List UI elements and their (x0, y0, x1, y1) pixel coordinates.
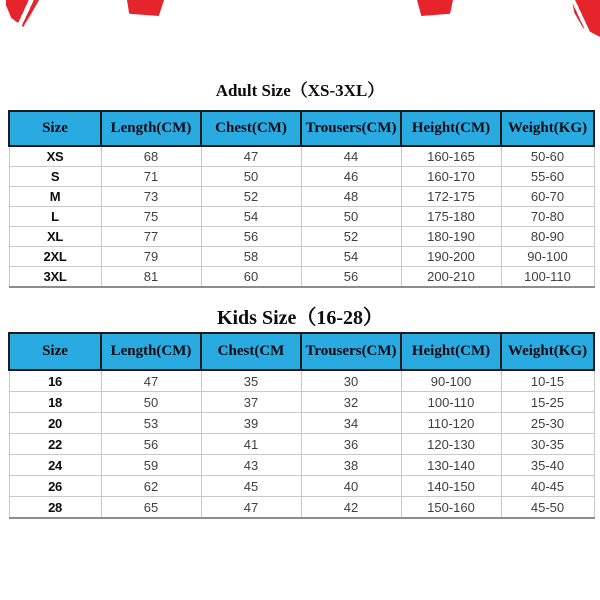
weight-cell: 70-80 (501, 207, 594, 227)
size-cell: XS (9, 146, 101, 167)
trousers-cell: 42 (301, 497, 401, 519)
trousers-cell: 32 (301, 392, 401, 413)
kids-size-title: Kids Size（16-28） (216, 307, 384, 329)
chest-cell: 43 (201, 455, 301, 476)
col-header-size: Size (9, 111, 101, 146)
chest-cell: 58 (201, 247, 301, 267)
trousers-cell: 52 (301, 227, 401, 247)
chest-cell: 35 (201, 370, 301, 392)
length-cell: 81 (101, 267, 201, 288)
table-row (9, 370, 594, 392)
jersey-fragment-image (572, 0, 600, 37)
table-row (9, 207, 594, 227)
size-cell: 22 (9, 434, 101, 455)
chest-cell: 50 (201, 167, 301, 187)
table-row (9, 247, 594, 267)
length-cell: 62 (101, 476, 201, 497)
chest-cell: 54 (201, 207, 301, 227)
size-cell: XL (9, 227, 101, 247)
col-header-chest: Chest(CM (201, 333, 301, 370)
length-cell: 73 (101, 187, 201, 207)
table-row (9, 413, 594, 434)
jersey-fragment-image (417, 0, 453, 16)
kids-size-table (8, 332, 595, 519)
table-row (9, 434, 594, 455)
adult-size-table (8, 110, 595, 288)
weight-cell: 100-110 (501, 267, 594, 288)
height-cell: 200-210 (401, 267, 501, 288)
weight-cell: 40-45 (501, 476, 594, 497)
size-cell: 2XL (9, 247, 101, 267)
height-cell: 172-175 (401, 187, 501, 207)
size-cell: 18 (9, 392, 101, 413)
size-cell: 26 (9, 476, 101, 497)
chest-cell: 45 (201, 476, 301, 497)
trousers-cell: 50 (301, 207, 401, 227)
length-cell: 65 (101, 497, 201, 519)
size-cell: 24 (9, 455, 101, 476)
jersey-fragment-image (6, 0, 39, 27)
weight-cell: 45-50 (501, 497, 594, 519)
height-cell: 150-160 (401, 497, 501, 519)
chest-cell: 39 (201, 413, 301, 434)
height-cell: 110-120 (401, 413, 501, 434)
col-header-size: Size (9, 333, 101, 370)
chest-cell: 41 (201, 434, 301, 455)
col-header-weight: Weight(KG) (501, 333, 594, 370)
table-row (9, 497, 594, 519)
length-cell: 71 (101, 167, 201, 187)
trousers-cell: 34 (301, 413, 401, 434)
length-cell: 79 (101, 247, 201, 267)
table-row (9, 455, 594, 476)
weight-cell: 15-25 (501, 392, 594, 413)
height-cell: 160-170 (401, 167, 501, 187)
trousers-cell: 30 (301, 370, 401, 392)
chest-cell: 52 (201, 187, 301, 207)
col-header-chest: Chest(CM) (201, 111, 301, 146)
height-cell: 130-140 (401, 455, 501, 476)
col-header-trousers: Trousers(CM) (301, 333, 401, 370)
chest-cell: 47 (201, 497, 301, 519)
length-cell: 75 (101, 207, 201, 227)
table-row (9, 146, 594, 167)
table-row (9, 227, 594, 247)
length-cell: 53 (101, 413, 201, 434)
weight-cell: 90-100 (501, 247, 594, 267)
col-header-height: Height(CM) (401, 111, 501, 146)
adult-header-row (9, 111, 594, 146)
trousers-cell: 44 (301, 146, 401, 167)
length-cell: 59 (101, 455, 201, 476)
trousers-cell: 48 (301, 187, 401, 207)
height-cell: 180-190 (401, 227, 501, 247)
length-cell: 47 (101, 370, 201, 392)
size-cell: 3XL (9, 267, 101, 288)
chest-cell: 37 (201, 392, 301, 413)
col-header-length: Length(CM) (101, 111, 201, 146)
size-cell: L (9, 207, 101, 227)
size-cell: M (9, 187, 101, 207)
chest-cell: 47 (201, 146, 301, 167)
trousers-cell: 36 (301, 434, 401, 455)
trousers-cell: 56 (301, 267, 401, 288)
height-cell: 100-110 (401, 392, 501, 413)
trousers-cell: 54 (301, 247, 401, 267)
height-cell: 120-130 (401, 434, 501, 455)
col-header-length: Length(CM) (101, 333, 201, 370)
weight-cell: 30-35 (501, 434, 594, 455)
col-header-trousers: Trousers(CM) (301, 111, 401, 146)
table-row (9, 187, 594, 207)
height-cell: 160-165 (401, 146, 501, 167)
kids-header-row (9, 333, 594, 370)
table-row (9, 267, 594, 288)
size-cell: S (9, 167, 101, 187)
col-header-height: Height(CM) (401, 333, 501, 370)
height-cell: 140-150 (401, 476, 501, 497)
size-cell: 28 (9, 497, 101, 519)
weight-cell: 55-60 (501, 167, 594, 187)
height-cell: 190-200 (401, 247, 501, 267)
trousers-cell: 46 (301, 167, 401, 187)
chest-cell: 60 (201, 267, 301, 288)
weight-cell: 60-70 (501, 187, 594, 207)
trousers-cell: 40 (301, 476, 401, 497)
height-cell: 175-180 (401, 207, 501, 227)
weight-cell: 10-15 (501, 370, 594, 392)
table-row (9, 476, 594, 497)
size-cell: 16 (9, 370, 101, 392)
trousers-cell: 38 (301, 455, 401, 476)
weight-cell: 25-30 (501, 413, 594, 434)
table-row (9, 167, 594, 187)
jersey-fragment-image (127, 0, 164, 16)
adult-size-title: Adult Size（XS-3XL） (215, 81, 385, 100)
size-cell: 20 (9, 413, 101, 434)
length-cell: 50 (101, 392, 201, 413)
length-cell: 56 (101, 434, 201, 455)
col-header-weight: Weight(KG) (501, 111, 594, 146)
height-cell: 90-100 (401, 370, 501, 392)
length-cell: 77 (101, 227, 201, 247)
weight-cell: 80-90 (501, 227, 594, 247)
chest-cell: 56 (201, 227, 301, 247)
weight-cell: 50-60 (501, 146, 594, 167)
weight-cell: 35-40 (501, 455, 594, 476)
length-cell: 68 (101, 146, 201, 167)
table-row (9, 392, 594, 413)
